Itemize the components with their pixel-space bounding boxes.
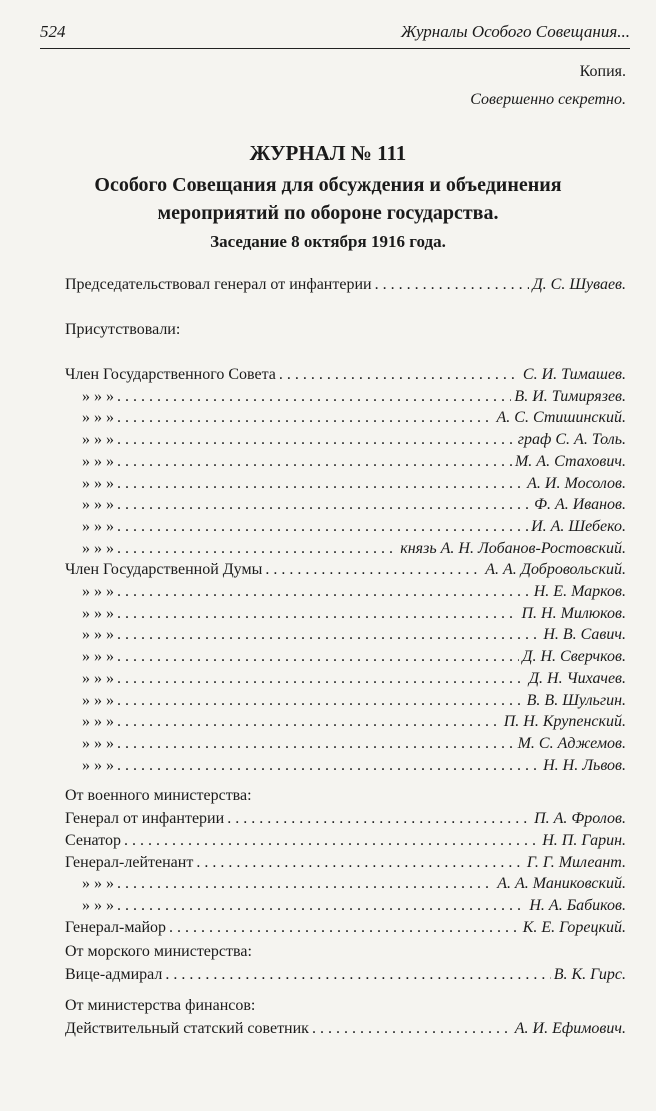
leader-dots (227, 810, 531, 828)
row-name: П. Н. Милюков. (521, 604, 626, 622)
leader-dots (117, 713, 501, 731)
attendee-row (82, 605, 626, 625)
row-name: А. А. Добровольский. (485, 561, 626, 579)
military-section-heading: От военного министерства: (65, 787, 252, 804)
journal-title: ЖУРНАЛ № 111 (249, 141, 407, 165)
row-label: Действительный статский советник (65, 1020, 309, 1037)
running-title: Журналы Особого Совещания... (400, 22, 630, 41)
leader-dots (117, 388, 511, 406)
row-label: » » » (82, 691, 114, 709)
row-name: В. К. Гирс. (553, 966, 626, 983)
attendee-row (82, 409, 626, 429)
page-header (40, 18, 630, 49)
leader-dots (169, 919, 520, 937)
leader-dots (124, 832, 539, 850)
leader-dots (117, 735, 515, 753)
row-label: » » » (82, 875, 114, 893)
row-label: Генерал от инфантерии (65, 810, 225, 827)
row-label: » » » (82, 734, 114, 752)
finance-row (65, 1020, 626, 1040)
naval-row (65, 966, 626, 986)
chair-row (65, 276, 626, 296)
leader-dots (117, 692, 524, 710)
attendee-row (82, 648, 626, 668)
row-name: П. Н. Крупенский. (503, 713, 626, 731)
leader-dots (117, 409, 494, 427)
row-name: Н. П. Гарин. (542, 831, 626, 849)
leader-dots (117, 670, 526, 688)
row-label: » » » (82, 669, 114, 687)
leader-dots (117, 897, 526, 915)
row-name: граф С. А. Толь. (517, 431, 626, 449)
attendee-row (65, 854, 626, 874)
attendee-row (82, 626, 626, 646)
row-name: А. С. Стишинский. (496, 409, 626, 427)
leader-dots (165, 966, 550, 984)
page-number: 524 (40, 22, 66, 41)
leader-dots (117, 583, 531, 601)
row-label: » » » (82, 431, 114, 449)
attendee-row (82, 496, 626, 516)
leader-dots (117, 496, 531, 514)
session-date: Заседание 8 октября 1916 года. (210, 232, 446, 251)
secret-label: Совершенно секретно. (470, 91, 626, 108)
subtitle-line-2: мероприятий по обороне государства. (157, 202, 499, 224)
attendee-row (82, 431, 626, 451)
leader-dots (117, 757, 540, 775)
attendee-row (82, 713, 626, 733)
row-label: » » » (82, 626, 114, 644)
row-name: С. И. Тимашев. (522, 366, 626, 383)
leader-dots (279, 366, 520, 384)
finance-section-heading: От министерства финансов: (65, 997, 256, 1014)
row-label: » » » (82, 409, 114, 427)
journal-subtitle (0, 171, 656, 227)
leader-dots (196, 854, 524, 872)
naval-section-heading: От морского министерства: (65, 943, 252, 960)
row-label: Генерал-лейтенант (65, 853, 194, 871)
present-label: Присутствовали: (65, 321, 181, 338)
attendee-row (82, 692, 626, 712)
attendee-row (65, 919, 626, 939)
row-name: А. А. Маниковский. (497, 875, 626, 893)
attendee-row (65, 810, 626, 830)
row-name: Ф. А. Иванов. (534, 496, 626, 514)
row-label: Член Государственного Совета (65, 366, 276, 383)
attendee-row (82, 735, 626, 755)
row-label: » » » (82, 496, 114, 514)
attendee-row (65, 366, 626, 386)
row-label: Вице-адмирал (65, 966, 163, 983)
row-name: князь А. Н. Лобанов-Ростовский. (400, 539, 626, 557)
attendee-row (82, 670, 626, 690)
leader-dots (117, 431, 515, 449)
leader-dots (117, 540, 397, 558)
attendee-row (65, 832, 626, 852)
chair-label: Председательствовал генерал от инфантерии (65, 276, 372, 293)
row-name: М. С. Аджемов. (517, 734, 626, 752)
leader-dots (117, 518, 528, 536)
attendee-row (82, 453, 626, 473)
attendee-row (82, 583, 626, 603)
leader-dots (375, 276, 530, 294)
row-label: » » » (82, 452, 114, 470)
attendee-row (82, 897, 626, 917)
row-name: А. И. Мосолов. (527, 474, 626, 492)
row-label: Сенатор (65, 831, 121, 849)
attendee-row (65, 561, 626, 581)
row-label: » » » (82, 604, 114, 622)
row-name: К. Е. Горецкий. (522, 919, 626, 936)
row-name: Н. Е. Марков. (533, 583, 626, 600)
row-label: » » » (82, 539, 114, 557)
leader-dots (117, 875, 494, 893)
copy-label: Копия. (579, 63, 626, 80)
row-label: » » » (82, 648, 114, 666)
row-name: И. А. Шебеко. (531, 517, 626, 535)
attendee-row (82, 475, 626, 495)
chair-name: Д. С. Шуваев. (532, 276, 626, 293)
row-name: Н. Н. Львов. (543, 756, 626, 774)
subtitle-line-1: Особого Совещания для обсуждения и объединения (94, 174, 562, 196)
row-name: Н. В. Савич. (543, 626, 626, 644)
leader-dots (117, 475, 524, 493)
row-label: Генерал-майор (65, 919, 167, 936)
row-label: » » » (82, 583, 114, 600)
attendee-row (82, 540, 626, 560)
leader-dots (117, 453, 512, 471)
row-name: М. А. Стахович. (514, 452, 626, 470)
leader-dots (312, 1020, 512, 1038)
row-label: » » » (82, 474, 114, 492)
leader-dots (117, 626, 540, 644)
row-name: Г. Г. Милеант. (526, 853, 626, 871)
leader-dots (117, 605, 518, 623)
row-name: П. А. Фролов. (534, 810, 626, 827)
row-name: Д. Н. Чихачев. (528, 669, 626, 687)
row-name: А. И. Ефимович. (514, 1020, 626, 1037)
row-name: Д. Н. Сверчков. (522, 648, 626, 666)
row-label: » » » (82, 756, 114, 774)
attendee-row (82, 518, 626, 538)
row-label: » » » (82, 897, 114, 915)
attendee-row (82, 875, 626, 895)
row-label: » » » (82, 387, 114, 405)
row-label: Член Государственной Думы (65, 561, 263, 579)
row-name: В. В. Шульгин. (526, 691, 626, 709)
row-label: » » » (82, 517, 114, 535)
leader-dots (117, 648, 519, 666)
row-name: Н. А. Бабиков. (529, 897, 626, 915)
row-name: В. И. Тимирязев. (514, 387, 626, 405)
attendee-row (82, 388, 626, 408)
attendee-row (82, 757, 626, 777)
row-label: » » » (82, 713, 114, 731)
leader-dots (265, 561, 482, 579)
